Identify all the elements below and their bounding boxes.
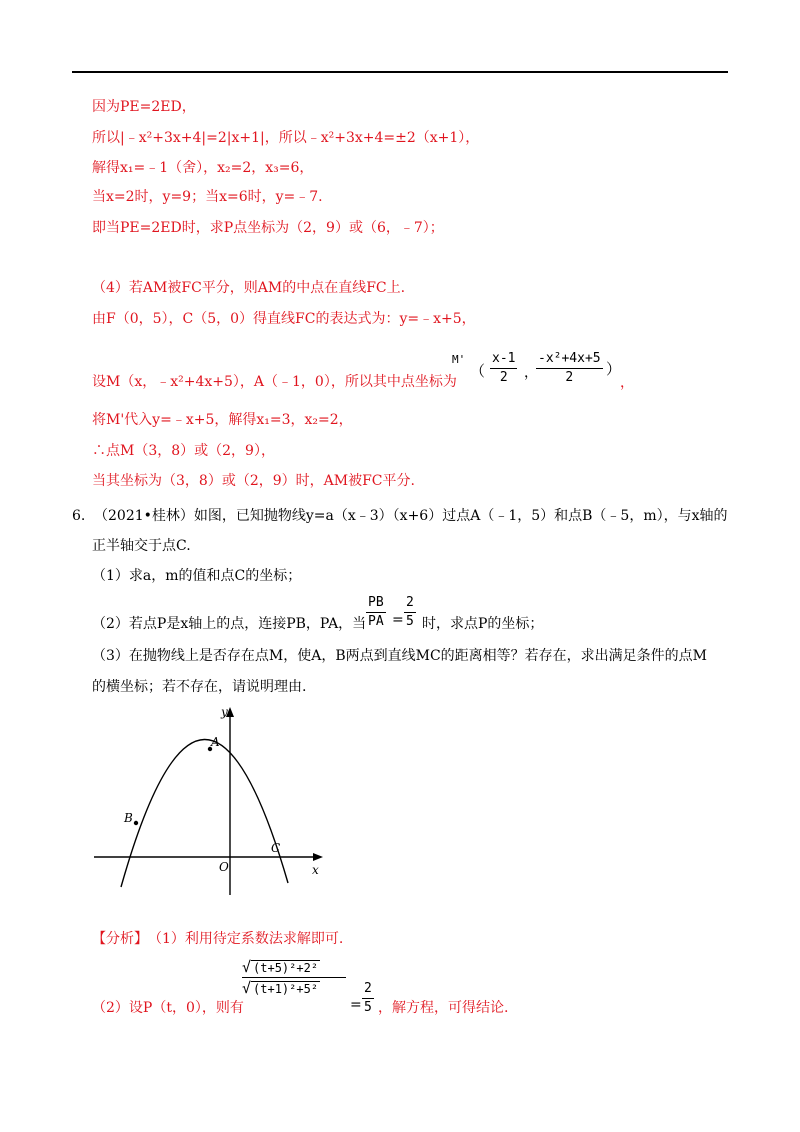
midpoint-frac-y	[536, 350, 603, 387]
midpoint-frac-x-num: x-1	[490, 350, 517, 369]
question-2-rhs-num: 2	[404, 594, 416, 613]
midpoint-suffix: ，	[620, 375, 634, 391]
solution-line-3: 解得x₁=﹣1（舍），x₂=2，x₃=6，	[92, 160, 314, 176]
label-y: y	[221, 705, 228, 719]
label-c: C	[271, 841, 281, 855]
midpoint-close-paren: ）	[606, 360, 622, 378]
analysis-rhs-num: 2	[362, 980, 374, 999]
analysis-rhs-den: 5	[364, 1000, 372, 1015]
analysis-sqrt-den-row: √ (t+1)²+5²	[242, 979, 319, 997]
midpoint-frac-y-num: -x²+4x+5	[536, 350, 603, 369]
part4-line-1: （4）若AM被FC平分，则AM的中点在直线FC上.	[92, 280, 406, 296]
solution-line-1: 因为PE=2ED，	[92, 99, 196, 115]
parabola-curve	[121, 739, 288, 887]
analysis-sqrt-fraction	[242, 958, 346, 997]
question-2-rhs-den: 5	[406, 614, 414, 629]
analysis-sqrt-num: (t+5)²+2²	[253, 961, 319, 975]
analysis-sqrt-den: (t+1)²+5²	[253, 982, 319, 996]
question-2-suffix: 时，求点P的坐标；	[422, 616, 544, 632]
analysis-sqrt-num-row: √ (t+5)²+2²	[242, 958, 346, 978]
question-2-equals: =	[392, 612, 404, 628]
midpoint-frac-x-den: 2	[499, 370, 508, 385]
question-1: （1）求a，m的值和点C的坐标；	[92, 568, 302, 584]
part4-line-3: 将M'代入y=﹣x+5，解得x₁=3，x₂=2，	[92, 412, 353, 428]
x-axis-arrow	[313, 853, 323, 861]
midpoint-frac-x	[490, 350, 517, 387]
label-o: O	[219, 860, 229, 874]
analysis-line-2-prefix: （2）设P（t，0），则有	[92, 1000, 244, 1016]
question-2-prefix: （2）若点P是x轴上的点，连接PB，PA，当	[92, 616, 367, 632]
parabola-figure	[80, 700, 340, 905]
question-2-rhs	[404, 594, 416, 631]
part4-line-4: ∴点M（3，8）或（2，9），	[92, 443, 275, 459]
midpoint-comma: ，	[524, 365, 538, 381]
problem-line-1: （2021•桂林）如图，已知抛物线y=a（x﹣3）（x+6）过点A（﹣1，5）和点B（﹣5，m），与x轴的	[94, 508, 728, 524]
analysis-tag: 【分析】	[92, 931, 148, 947]
point-b	[134, 821, 138, 825]
question-3-line-1: （3）在抛物线上是否存在点M，使A，B两点到直线MC的距离相等？若存在，求出满足条件的点M	[92, 648, 708, 664]
solution-line-5: 即当PE=2ED时，求P点坐标为（2，9）或（6，﹣7）；	[92, 220, 444, 236]
analysis-equals: =	[350, 997, 362, 1013]
solution-line-4: 当x=2时，y=9；当x=6时，y=﹣7.	[92, 189, 323, 205]
midpoint-prefix: 设M（x，﹣x²+4x+5），A（﹣1，0），所以其中点坐标为	[92, 374, 457, 390]
problem-line-2: 正半轴交于点C.	[92, 538, 191, 554]
midpoint-open-paren: （	[470, 362, 486, 380]
analysis-line-2-suffix: ，解方程，可得结论.	[378, 1000, 509, 1016]
solution-line-2: 所以|﹣x²+3x+4|=2|x+1|，所以﹣x²+3x+4=±2（x+1），	[92, 130, 480, 146]
part4-line-2: 由F（0，5），C（5，0）得直线FC的表达式为：y=﹣x+5，	[92, 311, 476, 327]
analysis-line-1: （1）利用待定系数法求解即可.	[148, 931, 344, 947]
midpoint-m-label: M'	[452, 353, 466, 366]
part4-line-5: 当其坐标为（3，8）或（2，9）时，AM被FC平分.	[92, 473, 415, 489]
label-b: B	[124, 811, 133, 825]
question-2-ratio	[366, 594, 386, 631]
analysis-rhs	[362, 980, 374, 1017]
question-3-line-2: 的横坐标；若不存在，请说明理由.	[92, 679, 307, 695]
question-2-ratio-den: PA	[368, 614, 384, 629]
header-rule	[72, 71, 728, 73]
midpoint-frac-y-den: 2	[565, 370, 574, 385]
problem-number: 6.	[72, 508, 86, 524]
question-2-ratio-num: PB	[366, 594, 386, 613]
label-x: x	[312, 863, 319, 877]
label-a: A	[211, 735, 220, 749]
